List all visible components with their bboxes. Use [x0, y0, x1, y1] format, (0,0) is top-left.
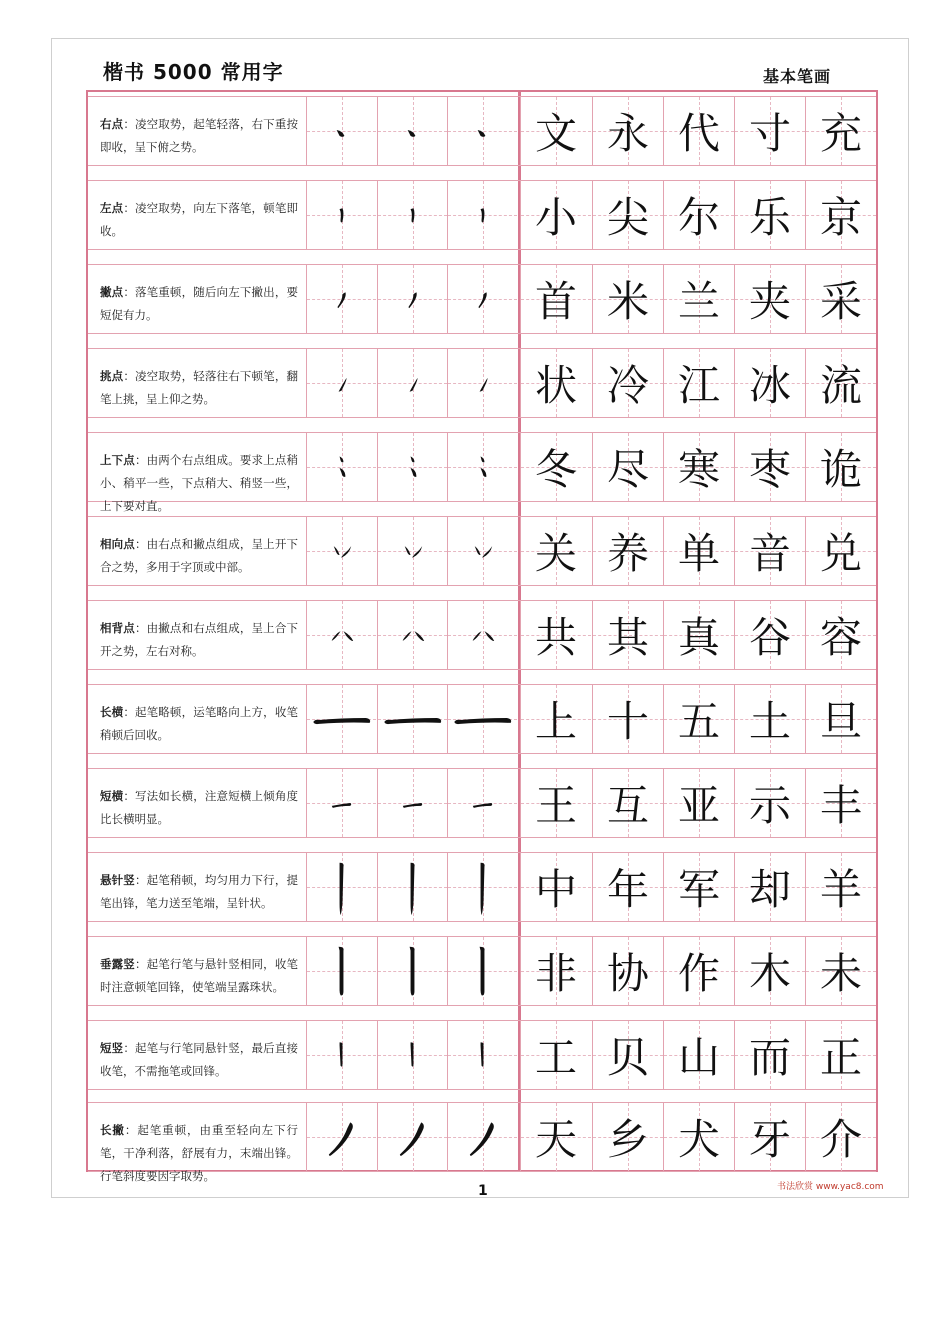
example-char-cell — [805, 853, 876, 921]
table-row — [88, 852, 876, 922]
example-char-cell — [520, 181, 591, 249]
heng-short-stroke-icon — [448, 769, 517, 837]
stroke-practice-cell — [447, 1103, 517, 1171]
stroke-explanation: 由两个右点组成。要求上点稍小、稍平一些，下点稍大、稍竖一些，上下要对直。 — [100, 453, 298, 513]
table-row — [88, 516, 876, 586]
example-character: 示 — [748, 781, 791, 830]
example-char-cell — [592, 1103, 663, 1171]
example-character: 文 — [534, 109, 577, 158]
stroke-description: 相向点：由右点和撇点组成，呈上开下合之势，多用于字顶或中部。 — [100, 537, 298, 574]
example-char-cell — [663, 349, 734, 417]
stroke-explanation: 凌空取势，向左下落笔，顿笔即收。 — [100, 201, 298, 238]
heng-long-stroke-icon — [378, 685, 447, 753]
heng-long-stroke-icon — [307, 685, 376, 753]
dot-away-stroke-icon — [378, 601, 447, 669]
example-char-cell — [734, 349, 805, 417]
shu-needle-stroke-icon — [378, 853, 447, 921]
example-character: 贝 — [606, 1033, 649, 1082]
heng-short-stroke-icon — [378, 769, 447, 837]
stroke-practice-cell — [377, 1103, 447, 1171]
example-char-cell — [805, 349, 876, 417]
example-character: 却 — [748, 865, 791, 914]
stroke-practice-cell — [306, 1103, 376, 1171]
example-char-cell — [520, 1021, 591, 1089]
example-char-cell — [520, 601, 591, 669]
example-char-cell — [592, 349, 663, 417]
example-char-cell — [734, 265, 805, 333]
table-row — [88, 684, 876, 754]
table-row — [88, 1102, 876, 1183]
stroke-practice-cell — [447, 97, 517, 165]
stroke-name: 悬针竖 — [100, 873, 135, 887]
example-char-cell — [734, 1103, 805, 1171]
stroke-explanation: 凌空取势，轻落往右下顿笔，翻笔上挑，呈上仰之势。 — [100, 369, 298, 406]
stroke-practice-cell — [306, 517, 376, 585]
example-char-cell — [520, 853, 591, 921]
example-char-cell — [592, 433, 663, 501]
example-character: 采 — [819, 277, 862, 326]
dot-tiao-stroke-icon — [448, 349, 517, 417]
example-character: 真 — [677, 613, 720, 662]
example-character: 尽 — [606, 445, 649, 494]
pie-long-stroke-icon — [448, 1103, 517, 1171]
page-number: 1 — [478, 1183, 488, 1199]
stroke-practice-cell — [447, 853, 517, 921]
example-char-cell — [805, 1021, 876, 1089]
example-character: 关 — [534, 529, 577, 578]
example-character: 年 — [606, 865, 649, 914]
example-char-cell — [592, 1021, 663, 1089]
stroke-explanation: 起笔重顿，由重至轻向左下行笔，干净利落，舒展有力，末端出锋。行笔斜度要因字取势。 — [100, 1123, 299, 1183]
example-char-cell — [592, 97, 663, 165]
example-character: 互 — [606, 781, 649, 830]
heng-short-stroke-icon — [307, 769, 376, 837]
example-char-cell — [592, 265, 663, 333]
example-char-cell — [805, 517, 876, 585]
stroke-name: 垂露竖 — [100, 957, 135, 971]
stroke-explanation: 起笔与行笔同悬针竖，最后直接收笔，不需拖笔或回锋。 — [100, 1041, 298, 1078]
example-char-cell — [734, 601, 805, 669]
example-character: 非 — [534, 949, 577, 998]
example-character: 中 — [534, 865, 577, 914]
stroke-practice-cell — [306, 433, 376, 501]
example-character: 天 — [534, 1115, 577, 1164]
stroke-description: 上下点：由两个右点组成。要求上点稍小、稍平一些，下点稍大、稍竖一些，上下要对直。 — [100, 453, 298, 513]
table-row — [88, 768, 876, 838]
example-character: 养 — [606, 529, 649, 578]
example-char-cell — [805, 1103, 876, 1171]
example-char-cell — [734, 853, 805, 921]
shu-needle-stroke-icon — [448, 853, 517, 921]
dot-away-stroke-icon — [448, 601, 517, 669]
stroke-explanation: 起笔略顿，运笔略向上方，收笔稍顿后回收。 — [100, 705, 298, 742]
example-character: 乐 — [748, 193, 791, 242]
dot-updown-stroke-icon — [448, 433, 517, 501]
stroke-practice-cell — [377, 433, 447, 501]
stroke-explanation: 凌空取势，起笔轻落，右下重按即收，呈下俯之势。 — [100, 117, 298, 154]
example-character: 流 — [819, 361, 862, 410]
example-character: 犬 — [677, 1115, 720, 1164]
table-row — [88, 264, 876, 334]
table-row — [88, 600, 876, 670]
stroke-description: 左点：凌空取势，向左下落笔，顿笔即收。 — [100, 201, 298, 238]
example-char-cell — [592, 853, 663, 921]
stroke-practice-cell — [447, 265, 517, 333]
example-character: 首 — [534, 277, 577, 326]
dot-away-stroke-icon — [307, 601, 376, 669]
table-row — [88, 432, 876, 513]
stroke-explanation: 落笔重顿，随后向左下撇出，要短促有力。 — [100, 285, 298, 322]
example-character: 五 — [677, 697, 720, 746]
example-character: 音 — [748, 529, 791, 578]
example-character: 寸 — [748, 109, 791, 158]
stroke-practice-cell — [377, 685, 447, 753]
stroke-practice-cell — [377, 601, 447, 669]
stroke-name: 短竖 — [100, 1041, 124, 1055]
example-character: 作 — [677, 949, 720, 998]
stroke-practice-cell — [377, 769, 447, 837]
stroke-description: 长横：起笔略顿，运笔略向上方，收笔稍顿后回收。 — [100, 705, 298, 742]
stroke-name: 挑点 — [100, 369, 124, 383]
stroke-practice-cell — [306, 769, 376, 837]
stroke-practice-cell — [377, 517, 447, 585]
example-char-cell — [520, 265, 591, 333]
example-char-cell — [663, 853, 734, 921]
stroke-practice-cell — [447, 601, 517, 669]
stroke-practice-cell — [377, 349, 447, 417]
stroke-name: 短横 — [100, 789, 124, 803]
example-char-cell — [663, 601, 734, 669]
example-character: 上 — [534, 697, 577, 746]
example-character: 羊 — [819, 865, 862, 914]
stroke-practice-cell — [377, 853, 447, 921]
shu-dew-stroke-icon — [448, 937, 517, 1005]
dot-toward-stroke-icon — [378, 517, 447, 585]
example-char-cell — [805, 937, 876, 1005]
stroke-practice-cell — [447, 433, 517, 501]
example-character: 尖 — [606, 193, 649, 242]
stroke-practice-cell — [447, 937, 517, 1005]
stroke-practice-cell — [306, 937, 376, 1005]
stroke-name: 相背点 — [100, 621, 135, 635]
stroke-explanation: 起笔稍顿，均匀用力下行，提笔出锋，笔力送至笔端，呈针状。 — [100, 873, 298, 910]
example-char-cell — [805, 769, 876, 837]
example-char-cell — [520, 433, 591, 501]
example-char-cell — [520, 517, 591, 585]
dot-right-stroke-icon — [378, 97, 447, 165]
stroke-description: 短竖：起笔与行笔同悬针竖，最后直接收笔，不需拖笔或回锋。 — [100, 1041, 298, 1078]
example-character: 乡 — [606, 1115, 649, 1164]
example-character: 而 — [748, 1033, 791, 1082]
pie-long-stroke-icon — [307, 1103, 376, 1171]
stroke-practice-cell — [306, 349, 376, 417]
pie-long-stroke-icon — [378, 1103, 447, 1171]
stroke-practice-cell — [306, 853, 376, 921]
book-title: 楷书 5000 常用字 — [103, 60, 284, 84]
example-char-cell — [663, 937, 734, 1005]
example-character: 充 — [819, 109, 862, 158]
stroke-explanation: 起笔行笔与悬针竖相同，收笔时注意顿笔回锋，使笔端呈露珠状。 — [100, 957, 298, 994]
example-character: 介 — [819, 1115, 862, 1164]
stroke-practice-cell — [377, 181, 447, 249]
example-character: 丰 — [819, 781, 862, 830]
table-row — [88, 936, 876, 1006]
stroke-explanation: 由撇点和右点组成，呈上合下开之势，左右对称。 — [100, 621, 298, 658]
dot-tiao-stroke-icon — [307, 349, 376, 417]
example-character: 寒 — [677, 445, 720, 494]
example-character: 尔 — [677, 193, 720, 242]
example-character: 共 — [534, 613, 577, 662]
example-char-cell — [663, 685, 734, 753]
example-char-cell — [520, 769, 591, 837]
example-char-cell — [520, 937, 591, 1005]
table-row — [88, 180, 876, 250]
example-character: 谷 — [748, 613, 791, 662]
stroke-practice-cell — [447, 517, 517, 585]
table-row — [88, 348, 876, 418]
example-character: 枣 — [748, 445, 791, 494]
example-char-cell — [805, 601, 876, 669]
stroke-practice-cell — [306, 1021, 376, 1089]
example-char-cell — [663, 433, 734, 501]
dot-pie-stroke-icon — [448, 265, 517, 333]
dot-right-stroke-icon — [307, 97, 376, 165]
example-char-cell — [734, 937, 805, 1005]
shu-short-stroke-icon — [378, 1021, 447, 1089]
example-character: 小 — [534, 193, 577, 242]
stroke-description: 挑点：凌空取势，轻落往右下顿笔，翻笔上挑，呈上仰之势。 — [100, 369, 298, 406]
stroke-name: 相向点 — [100, 537, 135, 551]
shu-short-stroke-icon — [448, 1021, 517, 1089]
example-char-cell — [592, 937, 663, 1005]
example-char-cell — [663, 97, 734, 165]
example-char-cell — [805, 181, 876, 249]
stroke-name: 长撇 — [100, 1123, 125, 1137]
example-character: 代 — [677, 109, 720, 158]
example-character: 冷 — [606, 361, 649, 410]
table-row — [88, 1020, 876, 1090]
dot-tiao-stroke-icon — [378, 349, 447, 417]
stroke-practice-table — [86, 90, 878, 1183]
example-character: 十 — [606, 697, 649, 746]
example-character: 冰 — [748, 361, 791, 410]
stroke-practice-cell — [306, 97, 376, 165]
example-character: 米 — [606, 277, 649, 326]
stroke-description: 垂露竖：起笔行笔与悬针竖相同，收笔时注意顿笔回锋，使笔端呈露珠状。 — [100, 957, 298, 994]
heng-long-stroke-icon — [448, 685, 517, 753]
example-character: 单 — [677, 529, 720, 578]
shu-needle-stroke-icon — [307, 853, 376, 921]
example-char-cell — [805, 433, 876, 501]
example-char-cell — [663, 1021, 734, 1089]
example-char-cell — [592, 517, 663, 585]
example-character: 诡 — [819, 445, 862, 494]
stroke-description: 右点：凌空取势，起笔轻落，右下重按即收，呈下俯之势。 — [100, 117, 298, 154]
stroke-practice-cell — [306, 265, 376, 333]
stroke-practice-cell — [377, 937, 447, 1005]
stroke-name: 右点 — [100, 117, 124, 131]
example-char-cell — [663, 181, 734, 249]
example-character: 冬 — [534, 445, 577, 494]
example-char-cell — [663, 1103, 734, 1171]
example-character: 旦 — [819, 697, 862, 746]
dot-left-stroke-icon — [378, 181, 447, 249]
example-char-cell — [734, 433, 805, 501]
example-char-cell — [592, 601, 663, 669]
example-character: 夹 — [748, 277, 791, 326]
dot-pie-stroke-icon — [307, 265, 376, 333]
dot-toward-stroke-icon — [448, 517, 517, 585]
dot-toward-stroke-icon — [307, 517, 376, 585]
example-char-cell — [734, 181, 805, 249]
example-char-cell — [734, 685, 805, 753]
example-character: 土 — [748, 697, 791, 746]
example-char-cell — [592, 685, 663, 753]
example-character: 军 — [677, 865, 720, 914]
dot-right-stroke-icon — [448, 97, 517, 165]
dot-updown-stroke-icon — [378, 433, 447, 501]
stroke-explanation: 由右点和撇点组成，呈上开下合之势，多用于字顶或中部。 — [100, 537, 298, 574]
example-char-cell — [663, 769, 734, 837]
example-character: 京 — [819, 193, 862, 242]
example-char-cell — [734, 769, 805, 837]
example-character: 江 — [677, 361, 720, 410]
example-char-cell — [663, 517, 734, 585]
example-char-cell — [805, 685, 876, 753]
stroke-practice-cell — [377, 1021, 447, 1089]
example-char-cell — [520, 349, 591, 417]
stroke-practice-cell — [377, 97, 447, 165]
stroke-practice-cell — [306, 181, 376, 249]
stroke-practice-cell — [447, 349, 517, 417]
example-character: 工 — [534, 1033, 577, 1082]
dot-updown-stroke-icon — [307, 433, 376, 501]
stroke-name: 上下点 — [100, 453, 135, 467]
stroke-description: 悬针竖：起笔稍顿，均匀用力下行，提笔出锋，笔力送至笔端，呈针状。 — [100, 873, 298, 910]
section-title: 基本笔画 — [763, 67, 832, 86]
dot-pie-stroke-icon — [378, 265, 447, 333]
stroke-practice-cell — [447, 181, 517, 249]
stroke-name: 左点 — [100, 201, 124, 215]
stroke-description: 长撇：起笔重顿，由重至轻向左下行笔，干净利落，舒展有力，末端出锋。行笔斜度要因字取势。 — [100, 1123, 299, 1183]
example-character: 兰 — [677, 277, 720, 326]
example-char-cell — [592, 769, 663, 837]
watermark: 书法欣赏 www.yac8.com — [777, 1182, 884, 1192]
stroke-practice-cell — [377, 265, 447, 333]
stroke-explanation: 写法如长横，注意短横上倾角度比长横明显。 — [100, 789, 298, 826]
stroke-practice-cell — [447, 1021, 517, 1089]
example-character: 王 — [534, 781, 577, 830]
example-char-cell — [592, 181, 663, 249]
example-character: 山 — [677, 1033, 720, 1082]
example-char-cell — [520, 1103, 591, 1171]
shu-short-stroke-icon — [307, 1021, 376, 1089]
stroke-practice-cell — [447, 685, 517, 753]
example-char-cell — [805, 97, 876, 165]
stroke-description: 短横：写法如长横，注意短横上倾角度比长横明显。 — [100, 789, 298, 826]
stroke-name: 长横 — [100, 705, 124, 719]
example-character: 未 — [819, 949, 862, 998]
dot-left-stroke-icon — [307, 181, 376, 249]
example-character: 容 — [819, 613, 862, 662]
example-char-cell — [520, 685, 591, 753]
example-character: 协 — [606, 949, 649, 998]
shu-dew-stroke-icon — [378, 937, 447, 1005]
stroke-practice-cell — [306, 685, 376, 753]
example-char-cell — [734, 97, 805, 165]
table-row — [88, 96, 876, 166]
example-char-cell — [734, 517, 805, 585]
example-character: 亚 — [677, 781, 720, 830]
example-character: 牙 — [748, 1115, 791, 1164]
example-character: 永 — [606, 109, 649, 158]
example-character: 其 — [606, 613, 649, 662]
example-char-cell — [805, 265, 876, 333]
example-character: 正 — [819, 1033, 862, 1082]
example-character: 兑 — [819, 529, 862, 578]
example-character: 木 — [748, 949, 791, 998]
dot-left-stroke-icon — [448, 181, 517, 249]
example-char-cell — [734, 1021, 805, 1089]
example-char-cell — [520, 97, 591, 165]
stroke-practice-cell — [447, 769, 517, 837]
stroke-name: 撇点 — [100, 285, 124, 299]
example-character: 状 — [534, 361, 577, 410]
stroke-description: 撇点：落笔重顿，随后向左下撇出，要短促有力。 — [100, 285, 298, 322]
stroke-practice-cell — [306, 601, 376, 669]
stroke-description: 相背点：由撇点和右点组成，呈上合下开之势，左右对称。 — [100, 621, 298, 658]
example-char-cell — [663, 265, 734, 333]
shu-dew-stroke-icon — [307, 937, 376, 1005]
